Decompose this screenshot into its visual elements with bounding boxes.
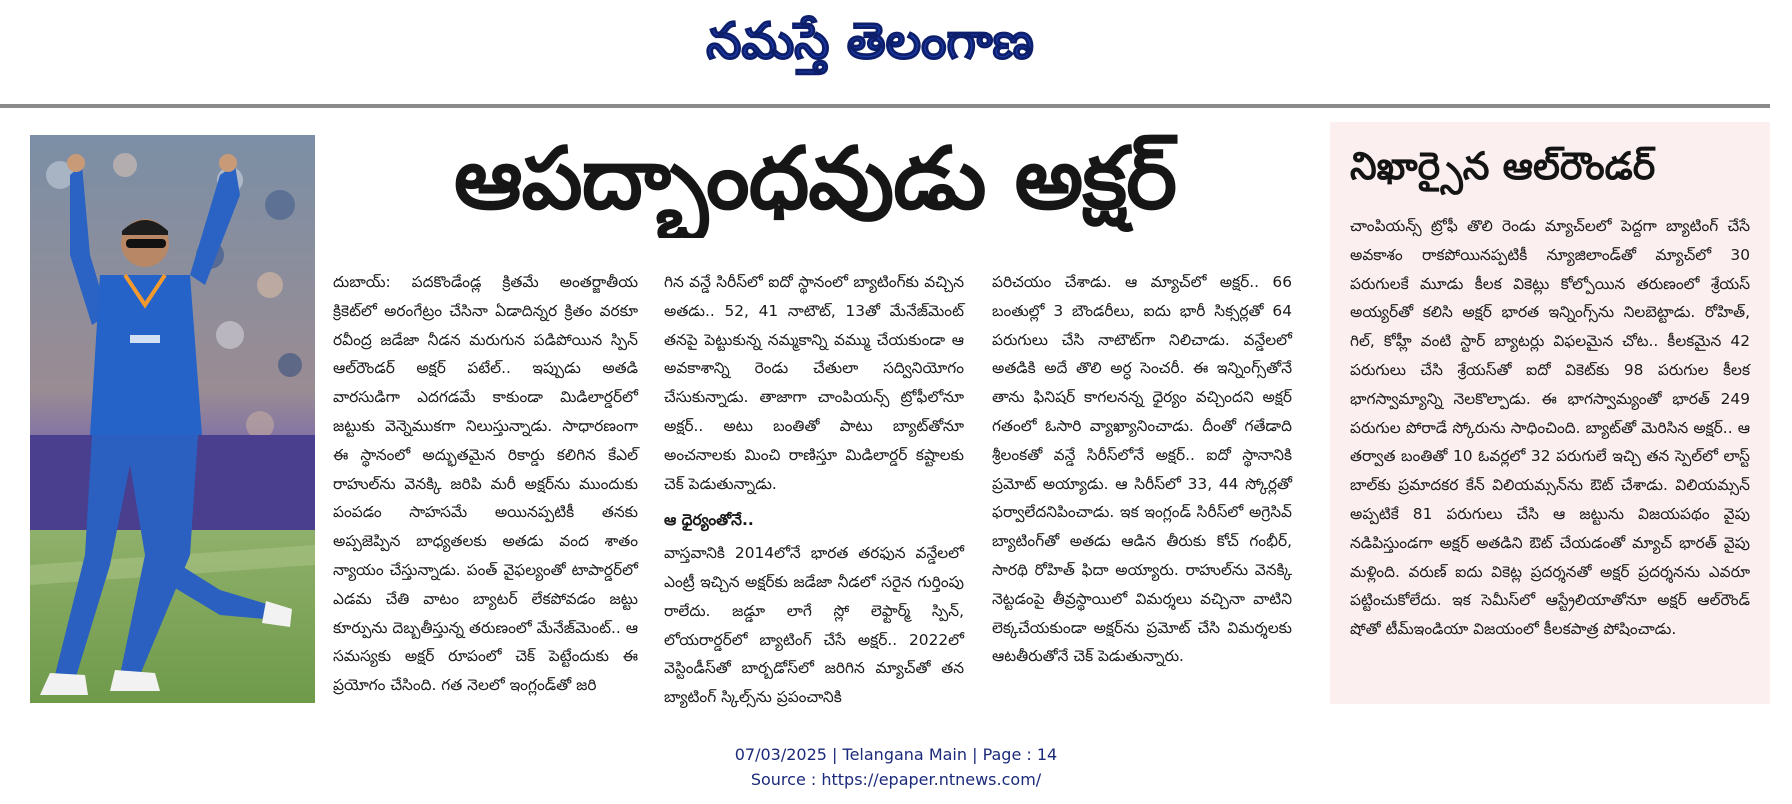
masthead-logo xyxy=(640,2,1100,76)
footer-date-edition: 07/03/2025 | Telangana Main | Page : 14 xyxy=(734,745,1058,764)
footer-source-link[interactable]: Source : https://epaper.ntnews.com/ xyxy=(750,770,1042,789)
sidebar-paragraph: చాంపియన్స్ ట్రోఫీ తొలి రెండు మ్యాచ్‌లలో పెద్దగా బ్యాటింగ్ చేసే అవకాశం రాకపోయినప్పటికీ న్యూజిలాండ్‌తో మ్యాచ్‌లో 30 పరుగులకే మూడు కీలక వికెట్లు కోల్పోయిన తరుణంలో శ్రేయస్ అయ్యర్‌తో కలిసి అక్షర్ భారత ఇన్నింగ్స్‌ను నిలబెట్టాడు. రోహిత్, గిల్, కోహ్లీ వంటి స్టార్ బ్యాటర్లు విఫలమైన చోట.. కీలకమైన 42 పరుగులు చేసి శ్రేయస్‌తో ఐదో వికెట్‌కు 98 పరుగుల కీలక భాగస్వామ్యాన్ని నెలకొల్పాడు. ఈ భాగస్వామ్యంతో భారత్ 249 పరుగుల పోరాడే స్కోరును సాధించింది. బ్యాట్‌తో మెరిసిన అక్షర్.. ఆ తర్వాత బంతితో 10 ఓవర్లలో 32 పరుగులే ఇచ్చి తన స్పెల్‌లో లాస్ట్ బాల్‌కు ప్రమాదకర కేన్ విలియమ్సన్‌ను ఔట్ చేశాడు. విలియమ్సన్ అప్పటికే 81 పరుగులు చేసి ఆ జట్టును విజయపథం వైపు నడిపిస్తుండగా అక్షర్ అతడిని ఔట్ చేయడంతో మ్యాచ్ భారత్ వైపు మళ్లింది. వరుణ్ ఐదు వికెట్ల ప్రదర్శనతో అక్షర్ ప్రదర్శనను ఎవరూ పట్టించుకోలేదు. ఇక సెమీస్‌లో ఆస్ట్రేలియాతోనూ అక్షర్ ఆల్‌రౌండ్ షోతో టీమ్‌ఇండియా విజయంలో కీలకపాత్ర పోషించాడు. xyxy=(1350,217,1750,639)
page-footer xyxy=(0,742,1792,792)
player-celebration-image xyxy=(30,135,315,703)
masthead-title: నమస్తే తెలంగాణ xyxy=(706,12,1034,70)
article-column-2 xyxy=(664,268,964,712)
article-headline: ఆపద్బాంధవుడు అక్షర్ xyxy=(453,129,1177,229)
sidebar-box xyxy=(1330,122,1770,704)
masthead-divider xyxy=(0,104,1770,108)
sidebar-heading: నిఖార్సైన ఆల్‌రౌండర్ xyxy=(1350,144,1656,188)
article-column-1 xyxy=(333,268,638,700)
article-subhead: ఆ ధైర్యంతోనే.. xyxy=(664,511,754,530)
article-paragraph: దుబాయ్: పదకొండేండ్ల క్రితమే అంతర్జాతీయ క్రికెట్‌లో అరంగేట్రం చేసినా ఏడాదిన్నర క్రితం వరకూ రవీంద్ర జడేజా నీడన మరుగున పడిపోయిన స్పిన్ ఆల్‌రౌండర్ అక్షర్ పటేల్.. ఇప్పుడు అతడి వారసుడిగా ఎదగడమే కాకుండా మిడిలార్డర్‌లో జట్టుకు వెన్నెముకగా నిలుస్తున్నాడు. సాధారణంగా ఈ స్థానంలో అద్భుతమైన రికార్డు కలిగిన కేఎల్ రాహుల్‌ను వెనక్కి జరిపి మరీ అక్షర్‌ను ముందుకు పంపడం సాహసమే అయినప్పటికీ తనకు అప్పజెప్పిన బాధ్యతలకు అతడు వంద శాతం న్యాయం చేస్తున్నాడు. పంత్ వైఫల్యంతో టాపార్డర్‌లో ఎడమ చేతి వాటం బ్యాటర్ లేకపోవడం జట్టు కూర్పును దెబ్బతీస్తున్న తరుణంలో మేనేజ్‌మెంట్.. ఆ సమస్యకు అక్షర్ రూపంలో చెక్ పెట్టేందుకు ఈ ప్రయోగం చేసింది. గత నెలలో ఇంగ్లండ్‌తో జరి xyxy=(333,273,638,695)
article-paragraph: వాస్తవానికి 2014లోనే భారత తరఫున వన్డేలలో ఎంట్రీ ఇచ్చిన అక్షర్‌కు జడేజా నీడలో సరైన గుర్తింపు రాలేదు. జడ్డూ లాగే స్లో లెఫ్టార్మ్ స్పిన్, లోయరార్డర్‌లో బ్యాటింగ్ చేసే అక్షర్.. 2022లో వెస్టిండీస్‌తో బార్బడోస్‌లో జరిగిన మ్యాచ్‌తో తన బ్యాటింగ్ స్కిల్స్‌ను ప్రపంచానికి xyxy=(664,544,964,707)
article-paragraph: గిన వన్డే సిరీస్‌లో ఐదో స్థానంలో బ్యాటింగ్‌కు వచ్చిన అతడు.. 52, 41 నాటౌట్, 13తో మేనేజ్‌మెంట్ తనపై పెట్టుకున్న నమ్మకాన్ని వమ్ము చేయకుండా ఆ అవకాశాన్ని రెండు చేతులా సద్వినియోగం చేసుకున్నాడు. తాజాగా చాంపియన్స్ ట్రోఫీలోనూ అక్షర్.. అటు బంతితో పాటు బ్యాట్‌తోనూ అంచనాలకు మించి రాణిస్తూ మిడిలార్డర్ కష్టాలకు చెక్ పెడుతున్నాడు. xyxy=(664,273,964,493)
masthead xyxy=(0,0,1792,100)
article-column-3 xyxy=(992,268,1292,671)
sidebar-body xyxy=(1350,212,1750,644)
player-photo xyxy=(30,135,315,703)
article-paragraph: పరిచయం చేశాడు. ఆ మ్యాచ్‌లో అక్షర్.. 66 బంతుల్లో 3 బౌండరీలు, ఐదు భారీ సిక్సర్లతో 64 పరుగులు చేసి నాటౌట్‌గా నిలిచాడు. వన్డేలలో అతడికి అదే తొలి అర్ధ సెంచరీ. ఈ ఇన్నింగ్స్‌తోనే తాను ఫినిషర్ కాగలనన్న ధైర్యం వచ్చిందని అక్షర్ గతంలో ఓసారి వ్యాఖ్యానించాడు. దీంతో గతేడాది శ్రీలంకతో వన్డే సిరీస్‌లోనే అక్షర్.. ఐదో స్థానానికి ప్రమోట్ అయ్యాడు. ఆ సిరీస్‌లో 33, 44 స్కోర్లతో ఫర్వాలేదనిపించాడు. ఇక ఇంగ్లండ్ సిరీస్‌లో అగ్రెసివ్ బ్యాటింగ్‌తో అతడు ఆడిన తీరుకు కోచ్ గంభీర్, సారథి రోహిత్ ఫిదా అయ్యారు. రాహుల్‌ను వెనక్కి నెట్టడంపై తీవ్రస్థాయిలో విమర్శలు వచ్చినా వాటిని లెక్కచేయకుండా అక్షర్‌ను ప్రమోట్ చేసి విమర్శలకు ఆటతీరుతోనే చెక్ పెడుతున్నారు. xyxy=(992,273,1292,666)
